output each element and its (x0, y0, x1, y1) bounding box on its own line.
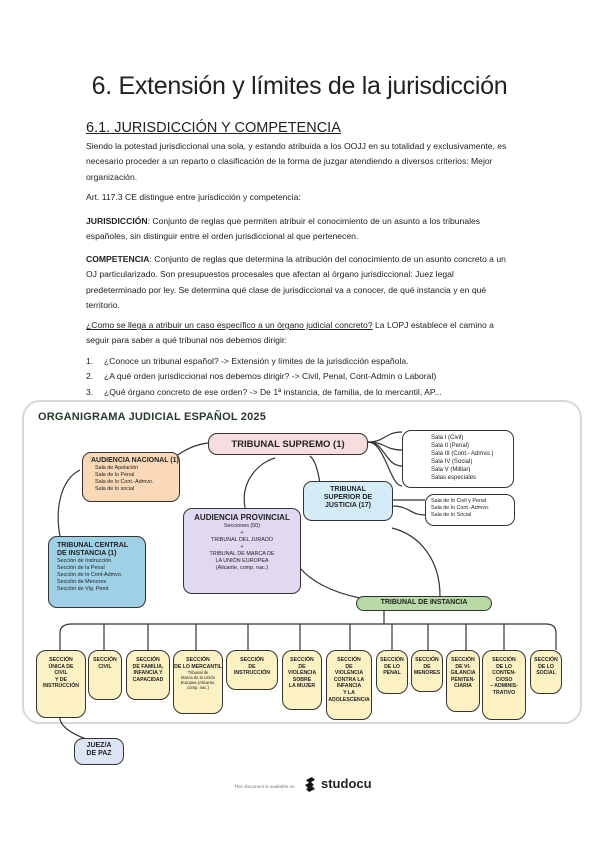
seccion-line: SECCIÓN (186, 657, 210, 663)
central-title-2: DE INSTANCIA (1) (57, 550, 117, 558)
list-item: 1. ¿Conoce un tribunal español? -> Extensión y límites de la jurisdicción española. (86, 356, 409, 366)
list-item: 2. ¿A qué orden jurisdiccional nos debemos dirigir? -> Civil, Penal, Cont-Admin o Laboral) (86, 371, 437, 382)
list-item: Sala II (Penal) (431, 443, 470, 449)
seccion-line: DE LO (538, 663, 554, 670)
tribunal-instancia-box (356, 596, 492, 611)
seccion-line: DE LO (496, 663, 512, 670)
audiencia-nacional-box (82, 452, 180, 502)
seccion-line: SECCIÓN (451, 657, 475, 663)
seccion-line: DE LO (384, 663, 400, 670)
list-item: Sección de lo Cont-Admvo. (57, 572, 123, 579)
mercantil-note-line: Europea (Alicante, (180, 680, 216, 686)
seccion-line: SECCIÓN (534, 657, 558, 663)
seccion-line: SECCIÓN (415, 657, 439, 663)
question-underlined: ¿Como se llega a atribuir un caso específico a un órgano judicial concreto? (86, 320, 373, 330)
tribunal-central-box (48, 536, 146, 608)
seccion-line: ADOLESCENCIA (328, 696, 370, 703)
seccion-familia (126, 650, 170, 700)
list-item: 3. ¿Qué órgano concreto de ese orden? -> De 1ª instancia, de familia, de lo mercantil, AP... (86, 386, 442, 397)
plus-separator: + (240, 530, 244, 536)
article-paragraph: Art. 117.3 CE distingue entre jurisdicción y competencia: (86, 192, 301, 202)
seccion-line: SECCIÓN (337, 657, 361, 663)
seccion-line: DE (423, 663, 431, 670)
tribunal-supremo-box (208, 433, 368, 455)
seccion-line: INFANCIA Y (133, 670, 163, 677)
ap-secciones: Secciones (50) (224, 523, 260, 529)
studocu-logo: studocu (321, 776, 372, 791)
question-rest: La LOPJ establece el camino a seguir para saber a qué tribunal nos debemos dirigir: (86, 320, 494, 346)
seccion-line: Y DE (54, 676, 67, 683)
seccion-line: LA MUJER (288, 683, 316, 690)
seccion-line: DE (345, 663, 353, 670)
audiencia-provincial-title: AUDIENCIA PROVINCIAL (194, 513, 290, 522)
tribunal-instancia-label: TRIBUNAL DE INSTANCIA (380, 599, 468, 607)
competencia-label: COMPETENCIA (86, 254, 150, 264)
list-item: Sala V (Militar) (431, 467, 471, 473)
seccion-line: CIVIL (54, 670, 68, 677)
seccion-instruccion (226, 650, 278, 690)
juez-de-paz-box (74, 738, 124, 765)
seccion-line: SECCIÓN (49, 657, 73, 663)
seccion-line: SECCIÓN (93, 657, 117, 663)
seccion-line: SECCIÓN (380, 657, 404, 663)
jurisdiccion-label: JURISDICCIÓN (86, 216, 148, 226)
seccion-mercantil (173, 650, 223, 714)
seccion-civil (88, 650, 122, 700)
seccion-line: CIOSO (495, 676, 513, 683)
seccion-social (530, 650, 562, 694)
seccion-line: PENITEN- (450, 676, 476, 683)
seccion-line: GILANCIA (450, 670, 476, 677)
list-item: Sección de la Penal (57, 565, 105, 572)
ap-marca-2: LA UNIÓN EUROPEA (215, 558, 269, 564)
tsj-box (303, 481, 393, 521)
audiencia-nacional-title: AUDIENCIA NACIONAL (1) (91, 457, 179, 464)
seccion-line: SECCIÓN (492, 657, 516, 663)
seccion-line: SECCIÓN (290, 657, 314, 663)
seccion-violencia-infancia (326, 650, 372, 720)
seccion-unica-civil-instruccion (36, 650, 86, 718)
list-item: Sala de lo Civil y Penal (431, 498, 487, 504)
page-title: 6. Extensión y límites de la jurisdicción (91, 72, 508, 100)
supremo-salas-box (402, 430, 514, 488)
plus-separator: + (240, 544, 244, 550)
list-item: Sala de lo Cont.-Admvo. (431, 505, 490, 511)
central-title-1: TRIBUNAL CENTRAL (57, 542, 129, 549)
seccion-line: VIOLENCIA (287, 670, 317, 677)
list-item: Sala I (Civil) (431, 435, 464, 441)
seccion-line: CONTEN- (492, 670, 516, 677)
seccion-line: DE VI- (455, 663, 471, 670)
seccion-line: PENAL (383, 670, 401, 677)
organigrama-title: ORGANIGRAMA JUDICIAL ESPAÑOL 2025 (38, 411, 267, 423)
seccion-line: TRATIVO (492, 689, 516, 696)
list-item: Sala IV (Social) (431, 459, 473, 465)
ap-jurado: TRIBUNAL DEL JURADO (211, 537, 273, 543)
mercantil-note-line: Marca de la Unión (181, 675, 215, 681)
seccion-line: SOBRE (292, 676, 312, 683)
seccion-line: SOCIAL (536, 670, 556, 677)
seccion-line: SECCIÓN (136, 657, 160, 663)
list-item: Sala III (Cont.- Admvo.) (431, 451, 494, 457)
tsj-line-1: TRIBUNAL (330, 486, 366, 493)
seccion-line: – ADMINIS- (490, 683, 518, 690)
seccion-line: DE FAMILIA, (132, 663, 164, 670)
footer-note: This document is available on (234, 784, 295, 789)
list-item: Sala de lo social (95, 486, 135, 493)
section-subtitle: 6.1. JURISDICCIÓN Y COMPETENCIA (86, 120, 341, 136)
seccion-menores (411, 650, 443, 692)
seccion-line: CIVIL (98, 663, 112, 670)
seccion-violencia-mujer (282, 650, 322, 710)
juez-paz-line-2: DE PAZ (86, 750, 112, 758)
seccion-line: CONTRA LA (333, 676, 365, 683)
list-item: Salas especiales (431, 475, 477, 481)
list-item: Sala de lo Social (431, 512, 472, 518)
ap-marca-1: TRIBUNAL DE MARCA DE (209, 551, 275, 557)
intro-paragraph: Siendo la potestad jurisdiccional una sola, y estando atribuida a los OOJJ en su totalidad y exclusivamente, es necesario proceder a un reparto o clasificación de la forma de juzgar atendiendo a diversos criterios: Mejor organización. (86, 141, 507, 182)
list-item: Sala de Apelación (95, 465, 139, 472)
seccion-line: CAPACIDAD (132, 676, 164, 683)
tsj-salas-box (425, 494, 515, 526)
list-item: Sección de Instrucción (57, 558, 112, 565)
juez-paz-line-1: JUEZ/A (86, 742, 112, 749)
seccion-contencioso (482, 650, 526, 720)
tsj-line-2: SUPERIOR DE (323, 494, 373, 502)
seccion-line: DE (298, 663, 306, 670)
seccion-penal (376, 650, 408, 694)
competencia-text: : Conjunto de reglas que determina la atribución del conocimiento de un asunto concreto a un OJ particularizado. Son presupuestos procesales que afectan al órgano jurisdiccional: Juez legal predeterminado por ley. Se determina qué clase de jurisdiccional va a conocer, de qué instancia y en qué territorio. (86, 254, 506, 311)
ap-marca-3: (Alicante, comp. nac.) (215, 565, 269, 571)
seccion-line: DE (248, 663, 256, 670)
seccion-line: INFANCIA (336, 683, 362, 690)
seccion-line: VIOLENCIA (334, 670, 364, 677)
seccion-vigilancia-penitenciaria (446, 650, 480, 712)
studocu-logo-icon (303, 776, 317, 792)
jurisdiccion-text: : Conjunto de reglas que permiten atribuir el conocimiento de un asunto a los tribunales españoles, sin distinguir entre el orden jurisdiccional al que pertenecen. (86, 216, 481, 242)
list-item: Sección de Vig. Penit. (57, 586, 110, 593)
list-item: Sala de lo Cont.-Admvo. (95, 479, 154, 486)
tribunal-supremo-label: TRIBUNAL SUPREMO (1) (231, 438, 345, 450)
seccion-line: CIARIA (454, 683, 472, 690)
tsj-line-3: JUSTICIA (17) (324, 502, 372, 510)
seccion-line: INSTRUCCIÓN (42, 683, 80, 690)
list-item: Sección de Menores (57, 579, 107, 586)
audiencia-provincial-box (183, 508, 301, 594)
seccion-line: ÚNICA DE (48, 663, 74, 670)
mercantil-note-line: comp. nac.) (187, 685, 209, 691)
seccion-line: Y LA (343, 689, 355, 696)
seccion-line: MENORES (413, 670, 441, 677)
list-item: Sala de lo Penal (95, 472, 135, 479)
seccion-line: INSTRUCCIÓN (233, 670, 271, 677)
mercantil-note-line: Tribunal de (187, 670, 209, 676)
seccion-line: DE LO MERCANTIL (174, 663, 222, 670)
seccion-line: SECCIÓN (240, 657, 264, 663)
